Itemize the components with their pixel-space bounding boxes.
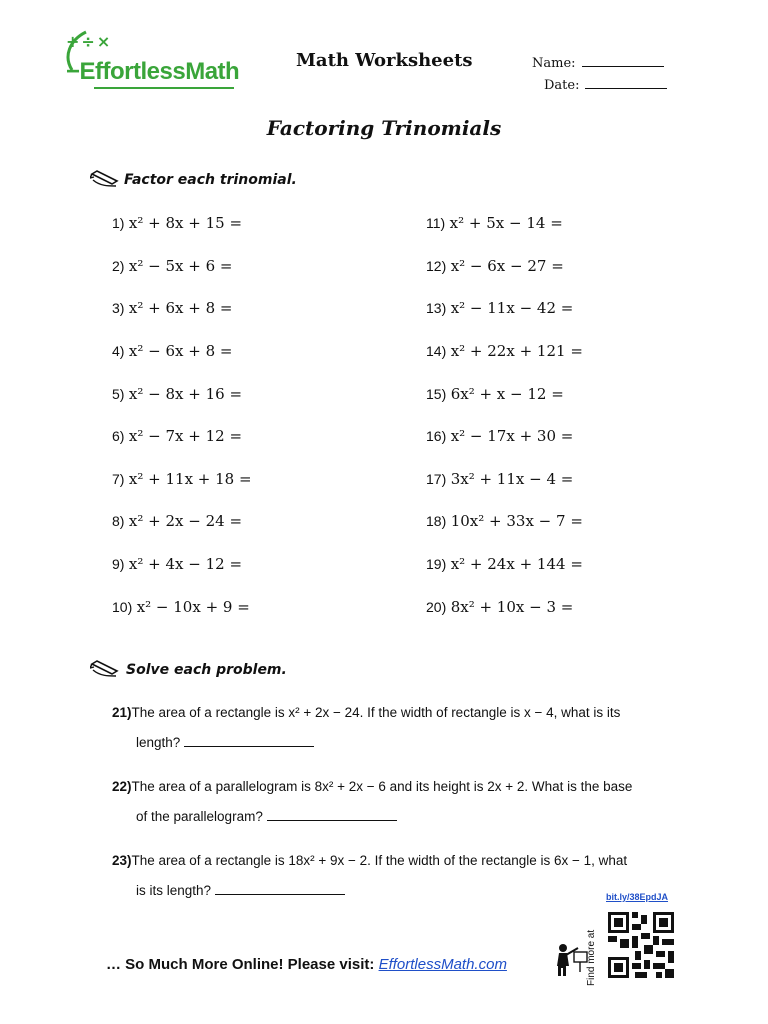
footer-link[interactable]: EffortlessMath.com bbox=[378, 956, 507, 973]
problem-expression: x² − 7x + 12 = bbox=[128, 427, 243, 445]
word-problem-21 bbox=[112, 698, 692, 758]
problem-19 bbox=[426, 555, 583, 573]
problem-expression: x² − 6x − 27 = bbox=[450, 257, 564, 275]
word-problem-23 bbox=[112, 846, 692, 906]
problem-expression: x² + 4x − 12 = bbox=[128, 555, 243, 573]
section1-instruction: Factor each trinomial. bbox=[124, 172, 297, 188]
problem-number: 4) bbox=[112, 343, 125, 359]
problem-3 bbox=[112, 299, 232, 317]
problem-expression: x² − 11x − 42 = bbox=[450, 299, 574, 317]
problem-number: 23) bbox=[112, 853, 132, 868]
problem-14 bbox=[426, 342, 583, 360]
problem-number: 1) bbox=[112, 215, 125, 231]
problem-17 bbox=[426, 470, 573, 488]
name-label: Name: bbox=[532, 56, 576, 71]
answer-blank[interactable] bbox=[184, 732, 314, 747]
problem-15 bbox=[426, 385, 564, 403]
teacher-icon bbox=[554, 942, 588, 978]
problem-number: 5) bbox=[112, 386, 125, 402]
logo-wordmark: EffortlessMath bbox=[79, 58, 240, 85]
problem-6 bbox=[112, 427, 242, 445]
word-problem-line2 bbox=[112, 876, 692, 906]
problem-text: The area of a rectangle is 18x² + 9x − 2. If the width of the rectangle is 6x − 1, what bbox=[131, 853, 628, 868]
problem-10 bbox=[112, 598, 250, 616]
problem-8 bbox=[112, 512, 242, 530]
worksheet-title: Factoring Trinomials bbox=[266, 116, 502, 140]
answer-blank[interactable] bbox=[267, 806, 397, 821]
problem-number: 3) bbox=[112, 300, 125, 316]
problem-text: The area of a rectangle is x² + 2x − 24. If the width of rectangle is x − 4, what is its bbox=[131, 705, 621, 720]
pencil-icon bbox=[90, 168, 120, 188]
footer-text: … So Much More Online! Please visit: bbox=[106, 956, 379, 973]
footer-banner bbox=[106, 956, 507, 973]
problem-text: is its length? bbox=[136, 883, 212, 898]
problem-text: The area of a parallelogram is 8x² + 2x − 6 and its height is 2x + 2. What is the base bbox=[131, 779, 633, 794]
problem-number: 20) bbox=[426, 599, 447, 615]
problem-5 bbox=[112, 385, 242, 403]
problem-4 bbox=[112, 342, 232, 360]
answer-blank[interactable] bbox=[215, 880, 345, 895]
problem-number: 13) bbox=[426, 300, 447, 316]
problem-expression: x² − 6x + 8 = bbox=[128, 342, 233, 360]
problem-number: 9) bbox=[112, 556, 125, 572]
problem-number: 12) bbox=[426, 258, 447, 274]
problem-18 bbox=[426, 512, 583, 530]
name-blank[interactable] bbox=[582, 54, 664, 67]
problem-expression: 10x² + 33x − 7 = bbox=[450, 512, 583, 530]
find-more-text: Find more at bbox=[586, 929, 597, 986]
problem-text: of the parallelogram? bbox=[136, 809, 263, 824]
problem-text: length? bbox=[136, 735, 181, 750]
problem-number: 18) bbox=[426, 513, 447, 529]
word-problem-line1 bbox=[112, 772, 692, 802]
problem-expression: 3x² + 11x − 4 = bbox=[450, 470, 574, 488]
problem-13 bbox=[426, 299, 573, 317]
problem-number: 6) bbox=[112, 428, 125, 444]
problem-expression: x² + 8x + 15 = bbox=[128, 214, 243, 232]
problem-expression: x² + 6x + 8 = bbox=[128, 299, 233, 317]
date-field bbox=[544, 76, 667, 93]
problem-11 bbox=[426, 214, 563, 232]
problem-number: 17) bbox=[426, 471, 447, 487]
problem-expression: x² + 11x + 18 = bbox=[128, 470, 252, 488]
problem-number: 15) bbox=[426, 386, 447, 402]
problem-7 bbox=[112, 470, 252, 488]
problem-expression: x² + 22x + 121 = bbox=[450, 342, 583, 360]
header-title: Math Worksheets bbox=[296, 50, 473, 71]
problem-number: 21) bbox=[112, 705, 132, 720]
pencil-icon bbox=[90, 658, 120, 678]
name-field bbox=[532, 54, 664, 71]
problem-number: 16) bbox=[426, 428, 447, 444]
problem-number: 22) bbox=[112, 779, 132, 794]
problem-number: 2) bbox=[112, 258, 125, 274]
word-problem-22 bbox=[112, 772, 692, 832]
problem-expression: 6x² + x − 12 = bbox=[450, 385, 564, 403]
problem-expression: x² − 10x + 9 = bbox=[136, 598, 250, 616]
problem-expression: x² − 5x + 6 = bbox=[128, 257, 233, 275]
problem-number: 7) bbox=[112, 471, 125, 487]
problem-number: 8) bbox=[112, 513, 125, 529]
problem-1 bbox=[112, 214, 242, 232]
qr-code-icon[interactable] bbox=[608, 912, 674, 978]
problem-20 bbox=[426, 598, 573, 616]
problem-number: 14) bbox=[426, 343, 447, 359]
date-blank[interactable] bbox=[585, 76, 667, 89]
problem-number: 10) bbox=[112, 599, 133, 615]
logo-text bbox=[66, 58, 239, 86]
date-label: Date: bbox=[544, 78, 580, 93]
problem-expression: x² − 8x + 16 = bbox=[128, 385, 243, 403]
problem-12 bbox=[426, 257, 564, 275]
problem-expression: x² + 2x − 24 = bbox=[128, 512, 243, 530]
problem-expression: x² + 24x + 144 = bbox=[450, 555, 583, 573]
word-problem-line1 bbox=[112, 846, 692, 876]
problem-expression: x² + 5x − 14 = bbox=[449, 214, 563, 232]
section2-instruction: Solve each problem. bbox=[126, 662, 287, 678]
problem-number: 11) bbox=[426, 215, 446, 231]
problem-2 bbox=[112, 257, 232, 275]
short-link[interactable]: bit.ly/38EpdJA bbox=[606, 892, 669, 902]
problem-expression: 8x² + 10x − 3 = bbox=[450, 598, 574, 616]
word-problem-line2 bbox=[112, 728, 692, 758]
problem-16 bbox=[426, 427, 573, 445]
word-problem-line1 bbox=[112, 698, 692, 728]
logo-dash: − bbox=[66, 58, 80, 85]
word-problem-line2 bbox=[112, 802, 692, 832]
problem-9 bbox=[112, 555, 242, 573]
logo-operators: +÷× bbox=[66, 32, 113, 51]
problem-number: 19) bbox=[426, 556, 447, 572]
problem-expression: x² − 17x + 30 = bbox=[450, 427, 574, 445]
